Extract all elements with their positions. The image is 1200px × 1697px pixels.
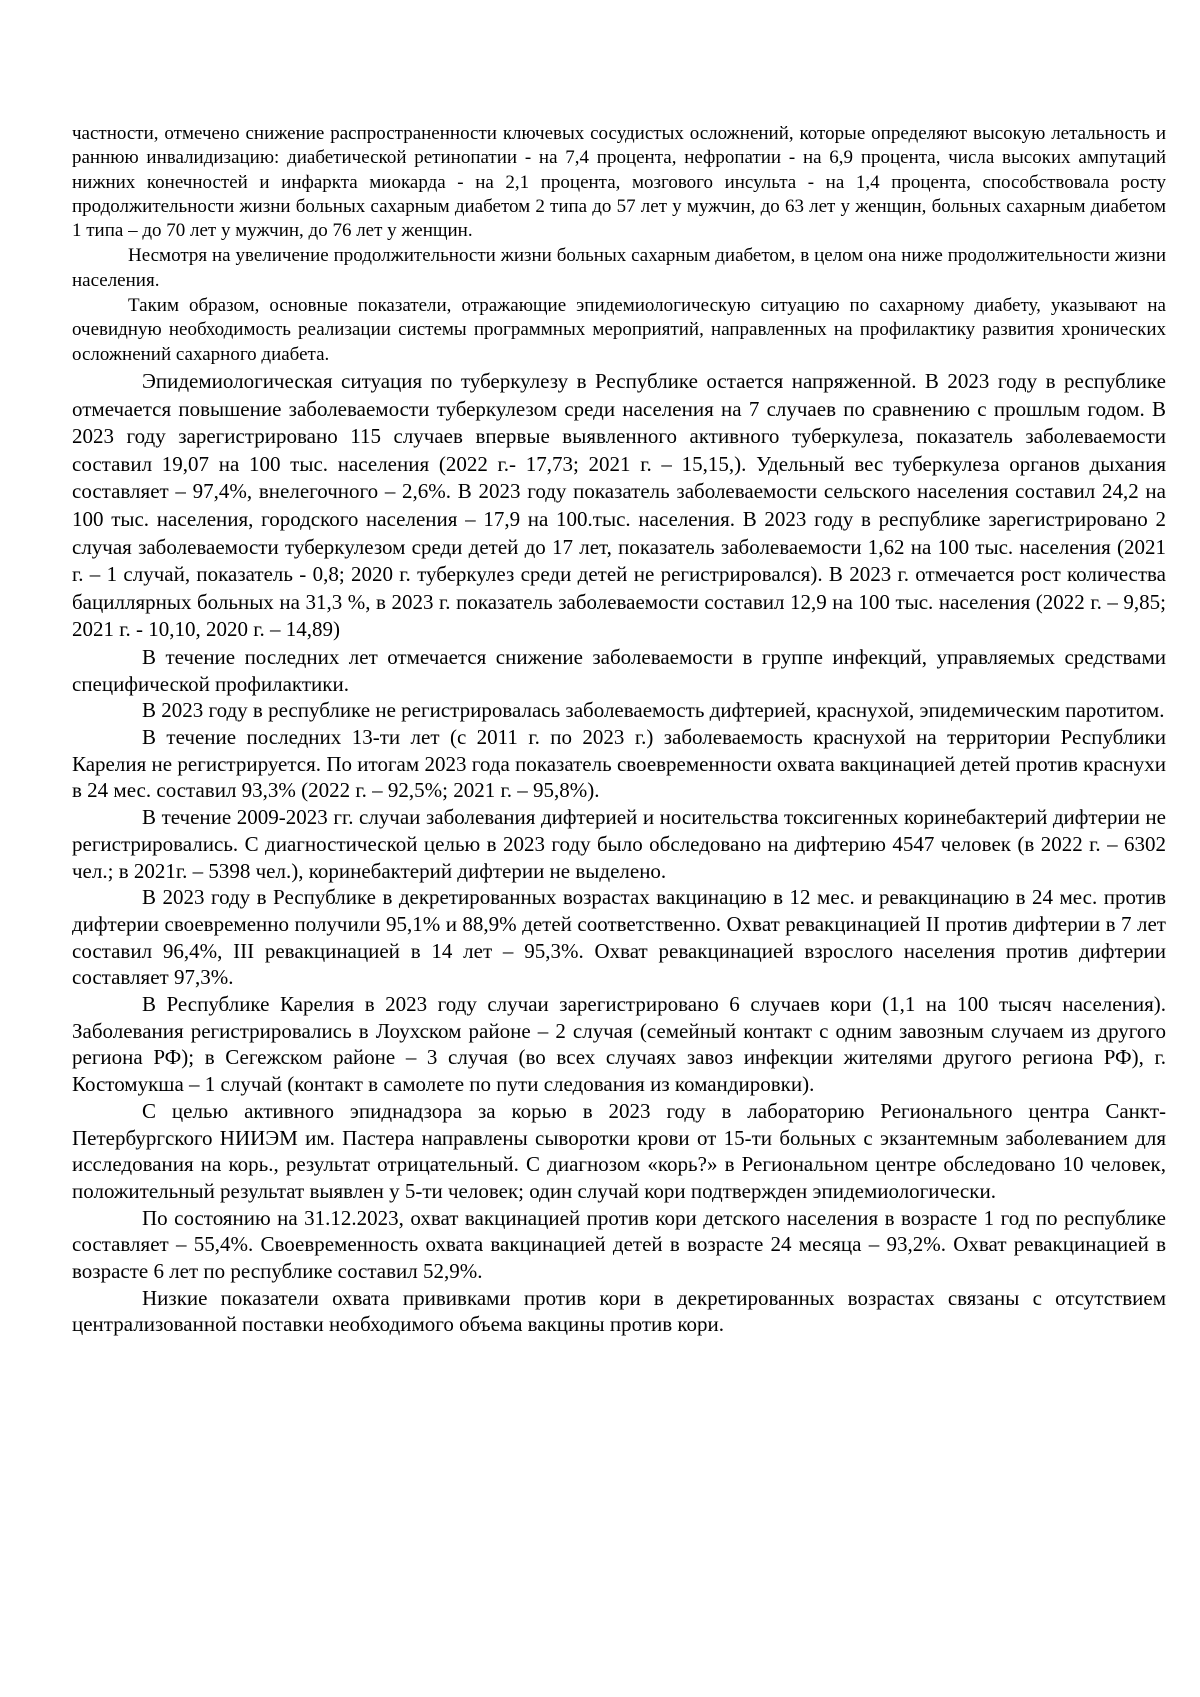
paragraph-measles-surveillance: С целью активного эпиднадзора за корью в 2023 году в лабораторию Регионального центра Санкт-Петербургского НИИЭМ им. Пастера направлены сыворотки крови от 15-ти больных с экзантемным заболеванием для исследования на корь., результат отрицательный. С диагнозом «корь?» в Региональном центре обследовано 10 человек, положительный результат выявлен у 5-ти человек; один случай кори подтвержден эпидемиологически. bbox=[72, 1098, 1166, 1203]
paragraph-diphtheria-vaccination: В 2023 году в Республике в декретированных возрастах вакцинацию в 12 мес. и ревакцинацию в 24 мес. против дифтерии своевременно получили 95,1% и 88,9% детей соответственно. Охват ревакцинацией II против дифтерии в 7 лет составил 96,4%, III ревакцинацией в 14 лет – 95,3%. Охват ревакцинацией взрослого населения против дифтерии составляет 97,3%. bbox=[72, 885, 1166, 990]
vaccination-section bbox=[72, 644, 1166, 1338]
paragraph-controlled-infections: В течение последних лет отмечается снижение заболеваемости в группе инфекций, управляемых средствами специфической профилактики. bbox=[72, 644, 1166, 696]
paragraph-low-coverage: Низкие показатели охвата прививками против кори в декретированных возрастах связаны с отсутствием централизованной поставки необходимого объема вакцины против кори. bbox=[72, 1285, 1166, 1337]
paragraph-diabetes-conclusion: Таким образом, основные показатели, отражающие эпидемиологическую ситуацию по сахарному диабету, указывают на очевидную необходимость реализации системы программных мероприятий, направленных на профилактику развития хронических осложнений сахарного диабета. bbox=[72, 295, 1166, 365]
paragraph-no-diphtheria-rubella: В 2023 году в республике не регистрировалась заболеваемость дифтерией, краснухой, эпидемическим паротитом. bbox=[142, 698, 1165, 723]
paragraph-life-expectancy: Несмотря на увеличение продолжительности жизни больных сахарным диабетом, в целом она ниже продолжительности жизни населения. bbox=[72, 245, 1166, 291]
paragraph-measles-cases: В Республике Карелия в 2023 году случаи зарегистрировано 6 случаев кори (1,1 на 100 тысяч населения). Заболевания регистрировались в Лоухском районе – 2 случая (семейный контакт с одним завозным случаем из другого региона РФ); в Сегежском районе – 3 случая (во всех случаях завоз инфекции жителями другого региона РФ), г. Костомукша – 1 случай (контакт в самолете по пути следования из командировки). bbox=[72, 992, 1166, 1097]
paragraph-diabetes-complications: частности, отмечено снижение распространенности ключевых сосудистых осложнений, которые определяют высокую летальность и раннюю инвалидизацию: диабетической ретинопатии - на 7,4 процента, нефропатии - на 6,9 процента, числа высоких ампутаций нижних конечностей и инфаркта миокарда - на 2,1 процента, мозгового инсульта - на 1,4 процента, способствовала росту продолжительности жизни больных сахарным диабетом 2 типа до 57 лет у мужчин, до 63 лет у женщин, больных сахарным диабетом 1 типа – до 70 лет у мужчин, до 76 лет у женщин. bbox=[72, 123, 1166, 242]
paragraph-diphtheria-cases: В течение 2009-2023 гг. случаи заболевания дифтерией и носительства токсигенных коринебактерий дифтерии не регистрировались. С диагностической целью в 2023 году было обследовано на дифтерию 4547 человек (в 2022 г. – 6302 чел.; в 2021г. – 5398 чел.), коринебактерий дифтерии не выделено. bbox=[72, 805, 1166, 883]
document-page bbox=[72, 122, 1166, 1338]
paragraph-measles-vaccination: По состоянию на 31.12.2023, охват вакцинацией против кори детского населения в возрасте 1 год по республике составляет – 55,4%. Своевременность охвата вакцинацией детей в возрасте 24 месяца – 93,2%. Охват ревакцинацией в возрасте 6 лет по республике составил 52,9%. bbox=[72, 1205, 1166, 1284]
diabetes-section bbox=[72, 122, 1166, 367]
paragraph-tuberculosis: Эпидемиологическая ситуация по туберкулезу в Республике остается напряженной. В 2023 году в республике отмечается повышение заболеваемости туберкулезом среди населения на 7 случаев по сравнению с прошлым годом. В 2023 году зарегистрировано 115 случаев впервые выявленного активного туберкулеза, показатель заболеваемости составил 19,07 на 100 тыс. населения (2022 г.- 17,73; 2021 г. – 15,15,). Удельный вес туберкулеза органов дыхания составляет – 97,4%, внелегочного – 2,6%. В 2023 году показатель заболеваемости сельского населения составил 24,2 на 100 тыс. населения, городского населения – 17,9 на 100.тыс. населения. В 2023 году в республике зарегистрировано 2 случая заболеваемости туберкулезом среди детей до 17 лет, показатель заболеваемости 1,62 на 100 тыс. населения (2021 г. – 1 случай, показатель - 0,8; 2020 г. туберкулез среди детей не регистрировался). В 2023 г. отмечается рост количества бациллярных больных на 31,3 %, в 2023 г. показатель заболеваемости составил 12,9 на 100 тыс. населения (2022 г. – 9,85; 2021 г. - 10,10, 2020 г. – 14,89) bbox=[72, 368, 1166, 642]
paragraph-rubella: В течение последних 13-ти лет (с 2011 г. по 2023 г.) заболеваемость краснухой на территории Республики Карелия не регистрируется. По итогам 2023 года показатель своевременности охвата вакцинацией детей против краснухи в 24 мес. составил 93,3% (2022 г. – 92,5%; 2021 г. – 95,8%). bbox=[72, 725, 1166, 803]
tuberculosis-section bbox=[72, 368, 1166, 644]
